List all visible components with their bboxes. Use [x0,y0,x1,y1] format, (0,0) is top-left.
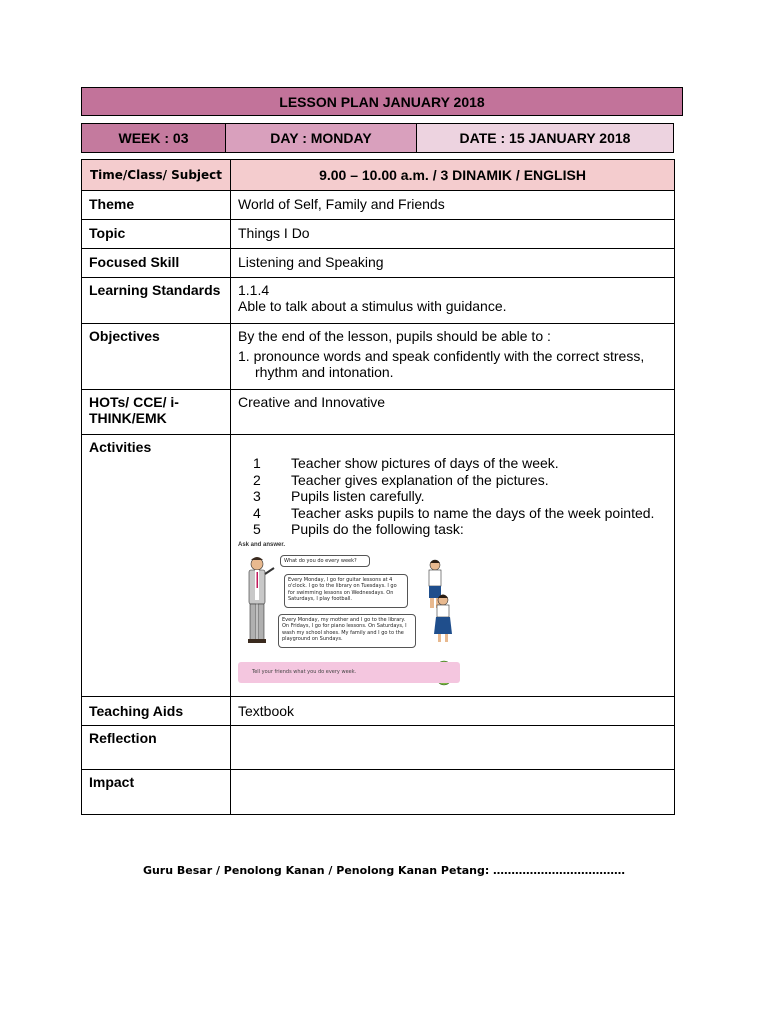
row-label: Theme [82,191,231,220]
row-label: Activities [82,435,231,697]
step-number: 4 [253,504,261,521]
row-label: Time/Class/ Subject [82,160,231,191]
step-number: 5 [253,521,261,537]
question-bubble: What do you do every week? [280,555,370,567]
row-label: Objectives [82,324,231,390]
standard-code: 1.1.4 [238,282,270,298]
learning-standards-cell [231,278,675,324]
objectives-intro: By the end of the lesson, pupils should be able to : [238,328,551,344]
step-text: Teacher asks pupils to name the days of the week pointed. [291,504,655,521]
step-text: Teacher show pictures of days of the week. [291,455,559,471]
activity-step [238,455,667,472]
time-class-subject-value: 9.00 – 10.00 a.m. / 3 DINAMIK / ENGLISH [231,160,675,191]
activities-row [82,435,675,697]
step-text: Teacher gives explanation of the pictures. [291,471,549,488]
activity-step [238,488,667,505]
step-number: 1 [253,455,261,471]
hots-row [82,390,675,435]
row-label: Reflection [82,725,231,769]
activity-step [238,472,667,489]
impact-row [82,769,675,814]
hots-value: Creative and Innovative [231,390,675,435]
activity-step [238,521,667,538]
lesson-plan-title: LESSON PLAN JANUARY 2018 [81,87,683,116]
focused-skill-value: Listening and Speaking [231,249,675,278]
teacher-figure [248,557,274,643]
focused-skill-row [82,249,675,278]
reflection-value [231,725,675,769]
step-text: Pupils do the following task: [291,521,464,537]
week-cell: WEEK : 03 [82,124,226,152]
step-text: Pupils listen carefully. [291,488,425,504]
topic-value: Things I Do [231,220,675,249]
row-label: Teaching Aids [82,696,231,725]
theme-value: World of Self, Family and Friends [231,191,675,220]
row-label: Focused Skill [82,249,231,278]
theme-row [82,191,675,220]
textbook-footer: Tell your friends what you do every week. [238,662,460,683]
row-label: Impact [82,769,231,814]
teaching-aids-value: Textbook [231,696,675,725]
learning-standards-row [82,278,675,324]
time-class-subject-row [82,160,675,191]
step-number: 3 [253,488,261,504]
activities-cell [231,435,675,697]
lesson-plan-table [81,159,675,815]
standard-text: Able to talk about a stimulus with guidance. [238,298,507,314]
speech-bubble-1: Every Monday, I go for guitar lessons at 4 o'clock. I go to the library on Tuesdays. I go for swimming lessons on Wednesdays. On Saturdays, I play football. [284,574,408,608]
reflection-row [82,725,675,769]
step-number: 2 [253,471,261,488]
teaching-aids-row [82,696,675,725]
speech-bubble-2: Every Monday, my mother and I go to the library. On Fridays, I go for piano lessons. On Saturdays, I wash my school shoes. My family and I go to the playground on Sundays. [278,614,416,648]
objectives-row [82,324,675,390]
activity-step [238,505,667,522]
date-cell: DATE : 15 JANUARY 2018 [417,124,673,152]
topic-row [82,220,675,249]
row-label: Topic [82,220,231,249]
signature-line: Guru Besar / Penolong Kanan / Penolong Kanan Petang: ……………………………… [142,864,626,877]
textbook-heading: Ask and answer. [238,541,286,548]
row-label: Learning Standards [82,278,231,324]
day-cell: DAY : MONDAY [226,124,417,152]
row-label: HOTs/ CCE/ i-THINK/EMK [82,390,231,435]
impact-value [231,769,675,814]
objectives-cell [231,324,675,390]
header-row [81,123,674,153]
textbook-illustration [238,542,460,692]
objective-item: 1. pronounce words and speak confidently with the correct stress, rhythm and intonation. [238,348,645,380]
activity-steps [238,455,667,538]
